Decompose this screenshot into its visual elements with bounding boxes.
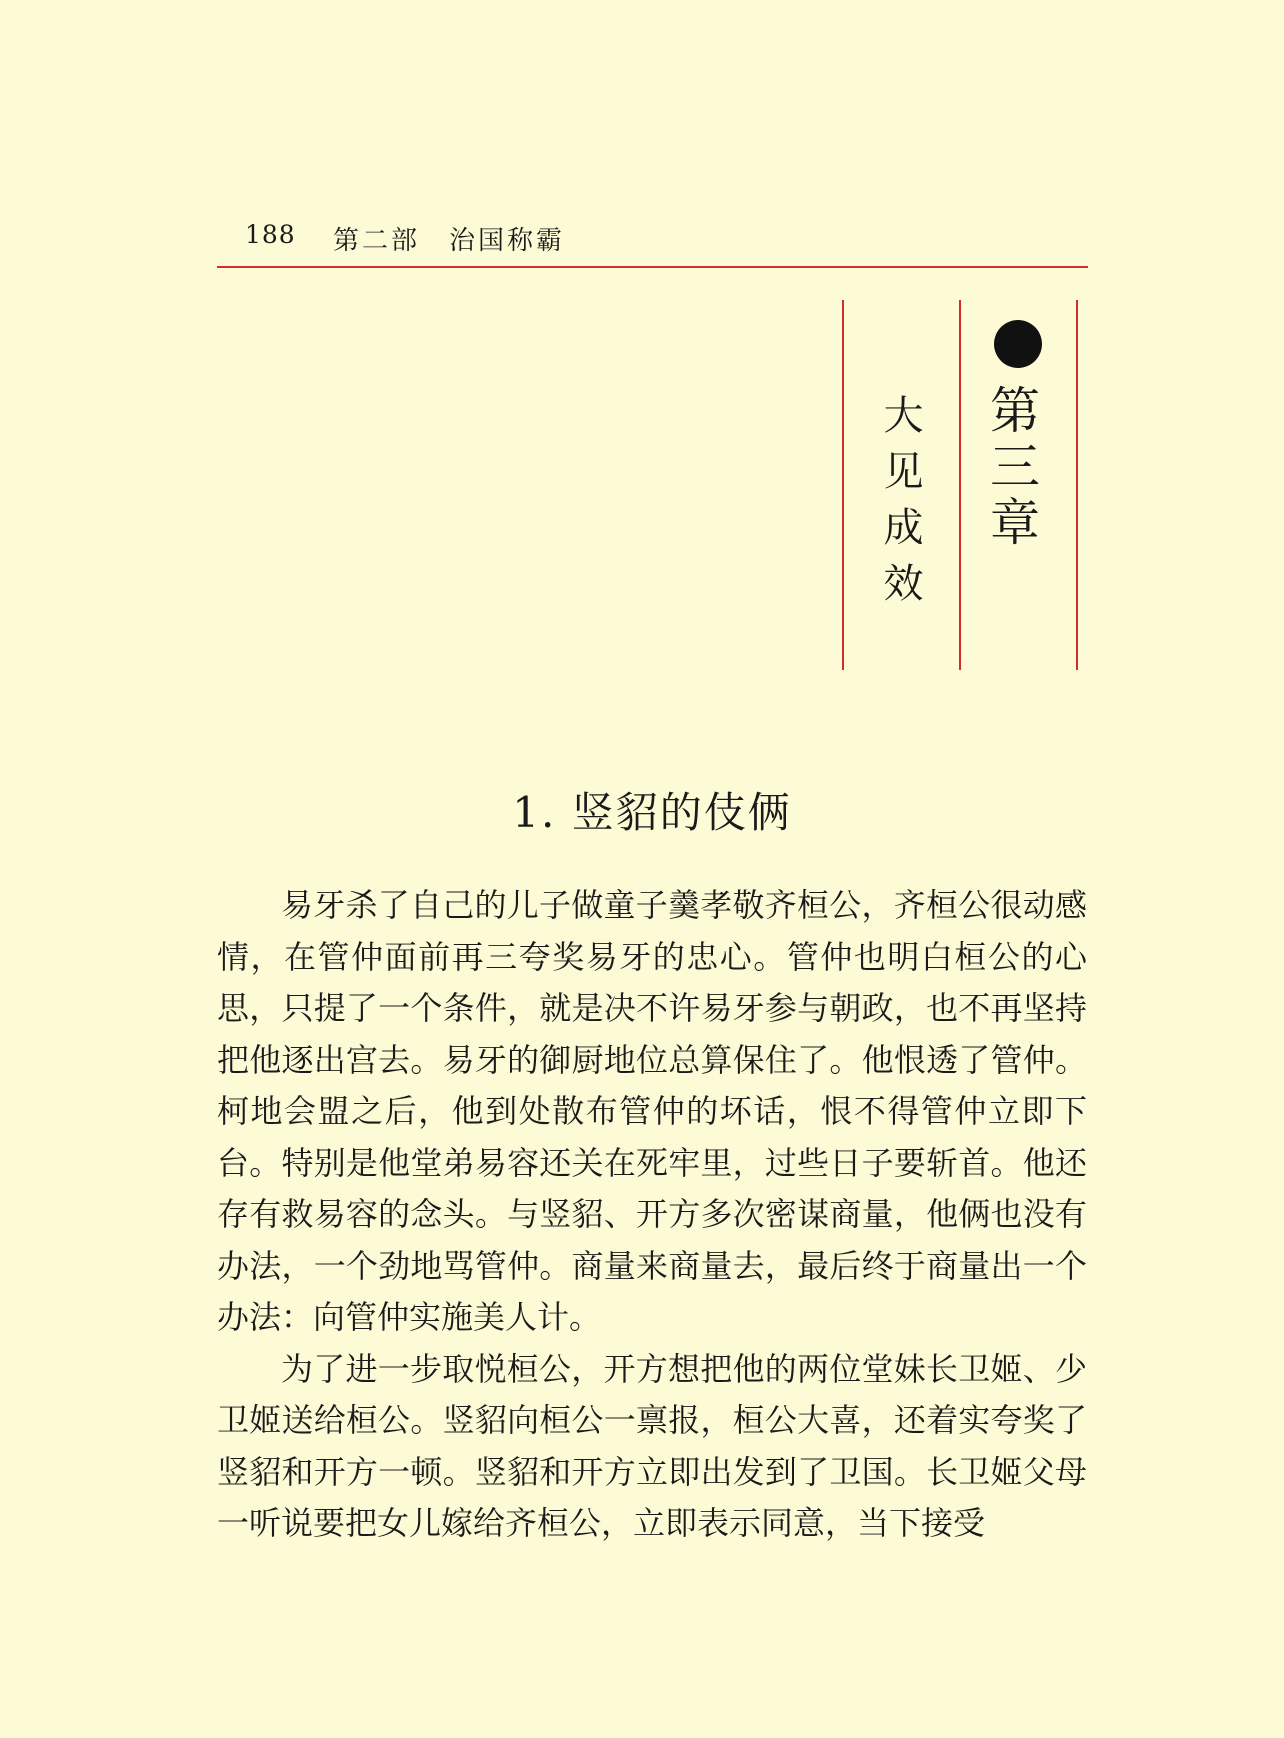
paragraph: 易牙杀了自己的儿子做童子羹孝敬齐桓公，齐桓公很动感情，在管仲面前再三夸奖易牙的忠心。管仲也明白桓公的心思，只提了一个条件，就是决不许易牙参与朝政，也不再坚持把他逐出宫去。易牙的御厨地位总算保住了。他恨透了管仲。柯地会盟之后，他到处散布管仲的坏话，恨不得管仲立即下台。特别是他堂弟易容还关在死牢里，过些日子要斩首。他还存有救易容的念头。与竖貂、开方多次密谋商量，他俩也没有办法，一个劲地骂管仲。商量来商量去，最后终于商量出一个办法：向管仲实施美人计。 (217, 886, 1087, 1336)
section-heading: 1. 竖貂的伎俩 (512, 788, 792, 837)
paragraph: 为了进一步取悦桓公，开方想把他的两位堂妹长卫姬、少卫姬送给桓公。竖貂向桓公一禀报，桓公大喜，还着实夸奖了竖貂和开方一顿。竖貂和开方立即出发到了卫国。长卫姬父母一听说要把女儿嫁给齐桓公，立即表示同意，当下接受 (217, 1349, 1087, 1542)
part-title: 治国称霸 (449, 226, 566, 256)
header-rule (217, 266, 1088, 268)
part-label: 第二部 (333, 226, 421, 256)
vertical-rule-left (842, 300, 844, 670)
page-number: 188 (245, 220, 296, 249)
running-header (217, 214, 1087, 262)
chapter-number: 第三章 (982, 384, 1040, 552)
bullet-dot-icon (994, 320, 1042, 368)
chapter-title: 大见成效 (877, 394, 923, 618)
body-text (217, 880, 1087, 1550)
vertical-rule-right (1076, 300, 1078, 670)
vertical-rule-middle (959, 300, 961, 670)
